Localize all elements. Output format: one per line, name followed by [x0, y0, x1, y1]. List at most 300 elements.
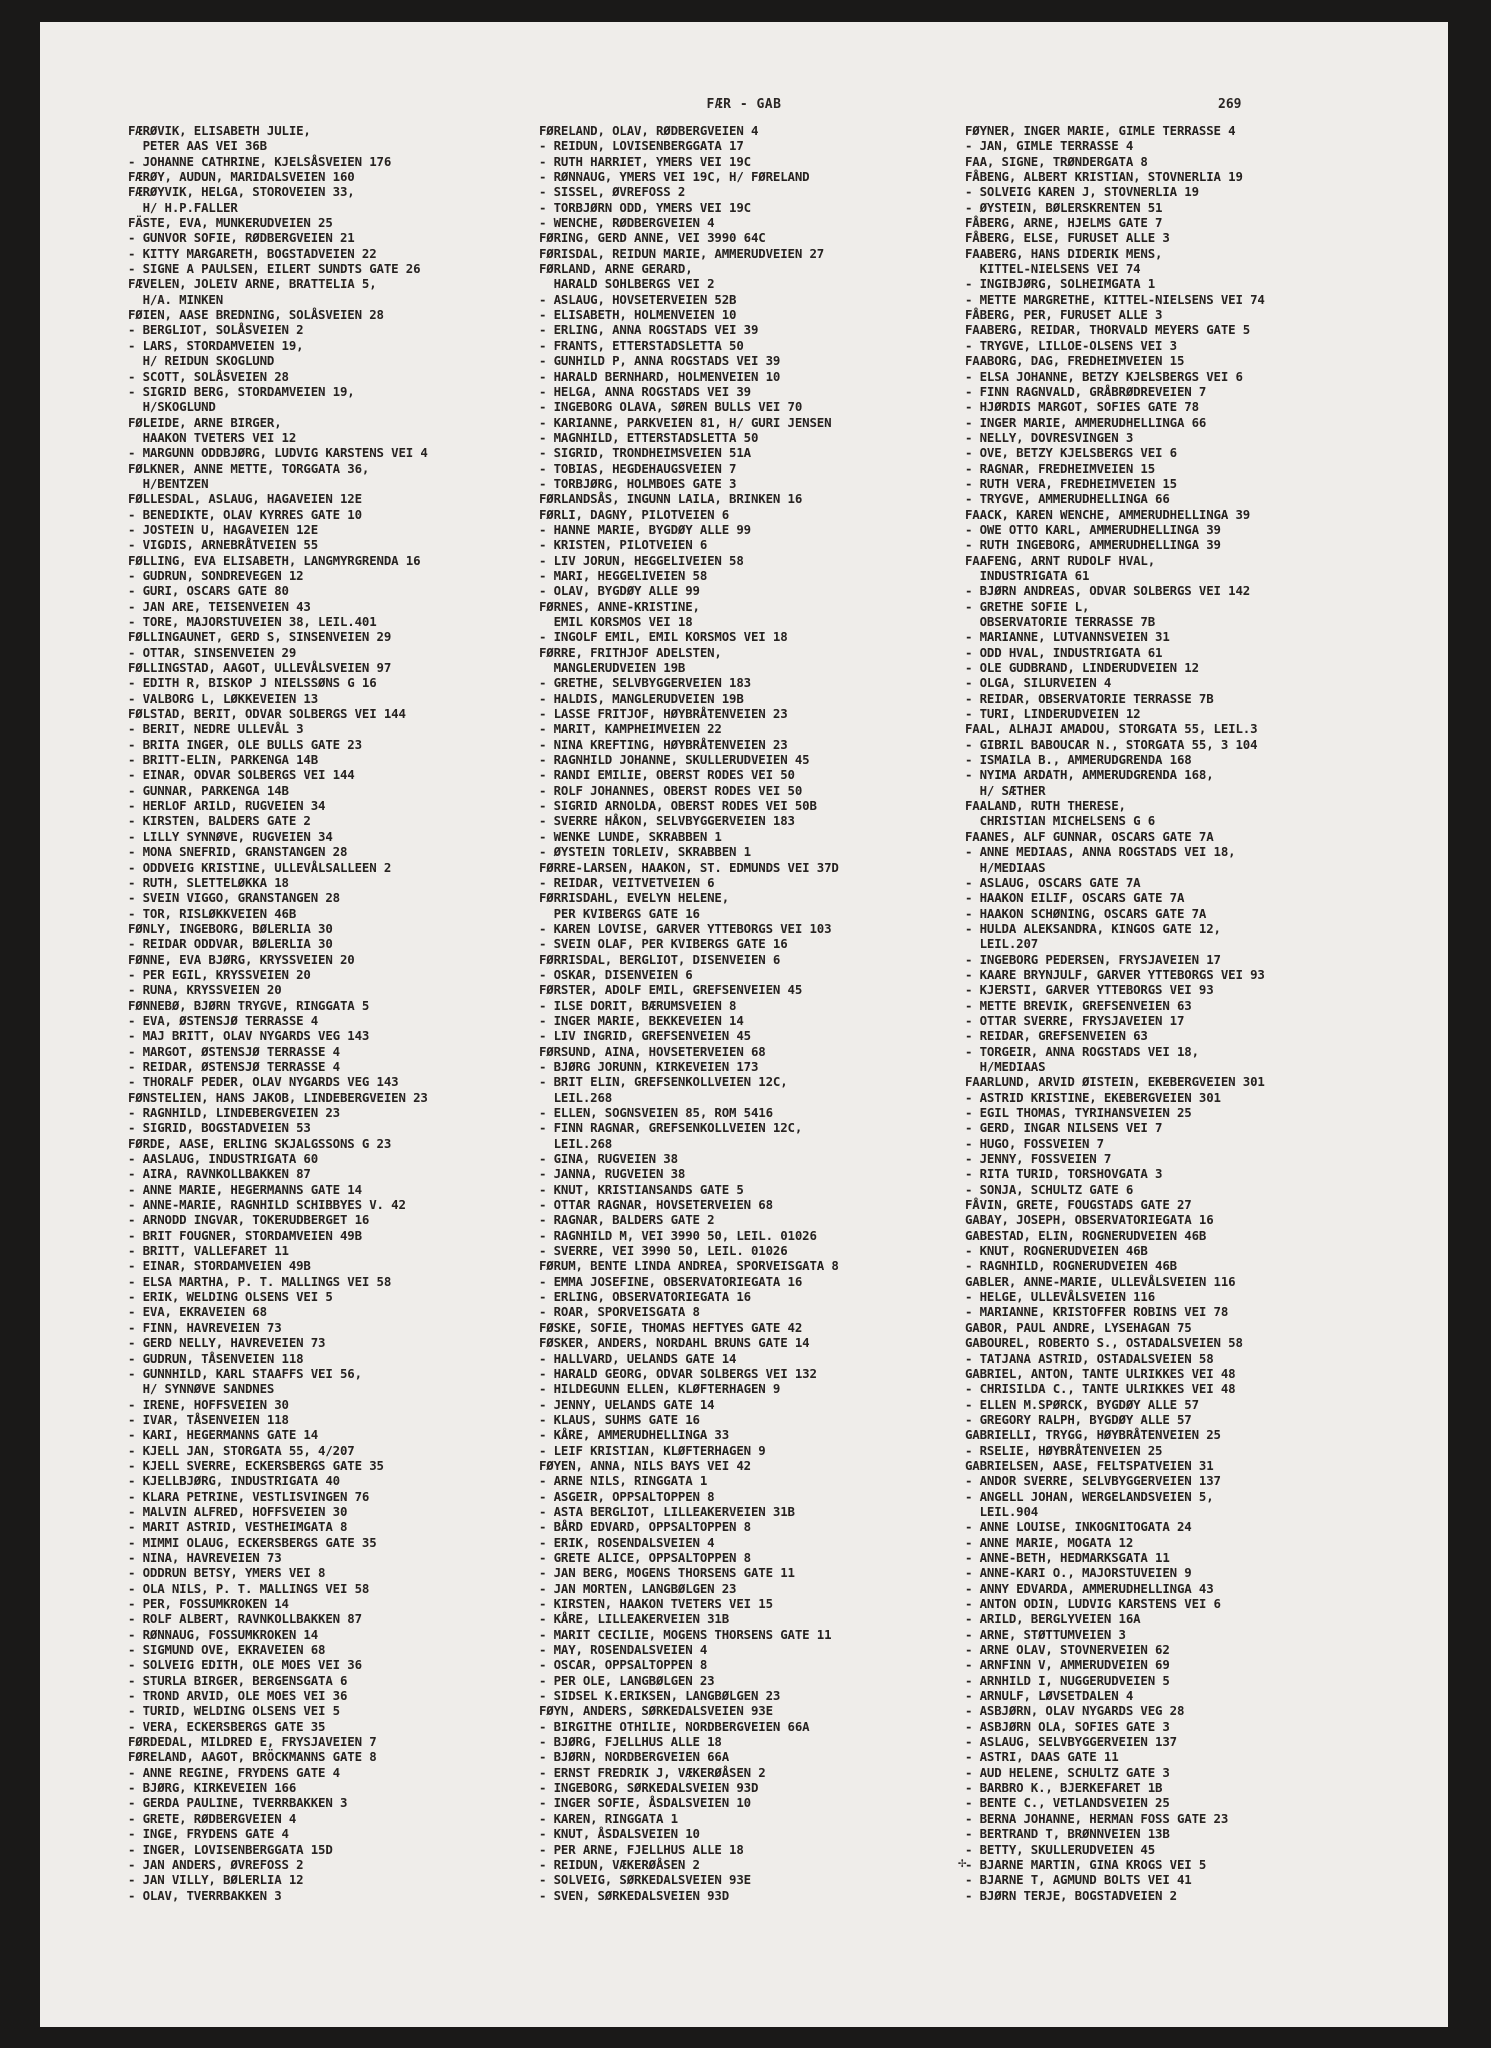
directory-entry-line: - HALLVARD, UELANDS GATE 14 [539, 1350, 737, 1366]
directory-entry-line: - FINN RAGNAR, GREFSENKOLLVEIEN 12C, [539, 1120, 803, 1136]
directory-entry-line: - INGER SOFIE, ÅSDALSVEIEN 10 [539, 1795, 751, 1811]
directory-entry-line: - GURI, OSCARS GATE 80 [128, 583, 289, 599]
directory-entry-line: - MARGUNN ODDBJØRG, LUDVIG KARSTENS VEI 4 [128, 445, 428, 461]
directory-entry-line: - GUNNHILD, KARL STAAFFS VEI 56, [128, 1365, 362, 1381]
directory-entry-line: - OSKAR, DISENVEIEN 6 [539, 966, 693, 982]
directory-entry-line: FÅVIN, GRETE, FOUGSTADS GATE 27 [965, 1197, 1192, 1213]
directory-column-1 [128, 123, 528, 1903]
directory-entry-line: - ELSA MARTHA, P. T. MALLINGS VEI 58 [128, 1273, 392, 1289]
directory-entry-line: - OVE, BETZY KJELSBERGS VEI 6 [965, 445, 1177, 461]
directory-entry-line: - MARIT, KAMPHEIMVEIEN 22 [539, 721, 722, 737]
directory-entry-line: - BETTY, SKULLERUDVEIEN 45 [965, 1841, 1156, 1857]
directory-entry-line: FAABERG, REIDAR, THORVALD MEYERS GATE 5 [965, 322, 1251, 338]
directory-entry-line: - INGEBORG PEDERSEN, FRYSJAVEIEN 17 [965, 951, 1221, 967]
directory-entry-line: - MIMMI OLAUG, ECKERSBERGS GATE 35 [128, 1534, 377, 1550]
directory-entry-line: - KAARE BRYNJULF, GARVER YTTEBORGS VEI 93 [965, 966, 1265, 982]
directory-entry-line: - KLARA PETRINE, VESTLISVINGEN 76 [128, 1488, 370, 1504]
directory-entry-line: - WENKE LUNDE, SKRABBEN 1 [539, 828, 722, 844]
directory-entry-line: - HUGO, FOSSVEIEN 7 [965, 1135, 1104, 1151]
directory-entry-line: - ØYSTEIN TORLEIV, SKRABBEN 1 [539, 844, 751, 860]
directory-entry-line: FØRDEDAL, MILDRED E, FRYSJAVEIEN 7 [128, 1734, 377, 1750]
directory-entry-line: - GREGORY RALPH, BYGDØY ALLE 57 [965, 1411, 1192, 1427]
directory-entry-line: FAALAND, RUTH THERESE, [965, 798, 1126, 814]
directory-entry-line: FØSKE, SOFIE, THOMAS HEFTYES GATE 42 [539, 1319, 803, 1335]
directory-entry-line: - TORBJØRG, HOLMBOES GATE 3 [539, 475, 737, 491]
directory-entry-line: - CHRISILDA C., TANTE ULRIKKES VEI 48 [965, 1381, 1236, 1397]
directory-entry-line: FAAFENG, ARNT RUDOLF HVAL, [965, 552, 1156, 568]
directory-entry-line: FAAL, ALHAJI AMADOU, STORGATA 55, LEIL.3 [965, 721, 1258, 737]
directory-entry-line: FØRELAND, OLAV, RØDBERGVEIEN 4 [539, 123, 759, 138]
directory-entry-line: - INGE, FRYDENS GATE 4 [128, 1826, 289, 1842]
directory-entry-line: - ARNFINN V, AMMERUDVEIEN 69 [965, 1657, 1170, 1673]
directory-entry-line: - EGIL THOMAS, TYRIHANSVEIEN 25 [965, 1105, 1192, 1120]
directory-entry-line: - SCOTT, SOLÅSVEIEN 28 [128, 368, 289, 384]
directory-entry-line: - REIDAR ODDVAR, BØLERLIA 30 [128, 936, 333, 952]
directory-entry-line: - WENCHE, RØDBERGVEIEN 4 [539, 215, 715, 231]
directory-entry-line: - INGER MARIE, AMMERUDHELLINGA 66 [965, 414, 1207, 430]
directory-entry-line: - GERDA PAULINE, TVERRBAKKEN 3 [128, 1795, 348, 1811]
directory-entry-line: - ROLF ALBERT, RAVNKOLLBAKKEN 87 [128, 1611, 362, 1627]
directory-entry-line: H/ REIDUN SKOGLUND [128, 353, 275, 369]
directory-entry-line: - ARNULF, LØVSETDALEN 4 [965, 1688, 1134, 1704]
directory-entry-line: - KIRSTEN, HAAKON TVETERS VEI 15 [539, 1596, 773, 1611]
directory-entry-line: - ANNE MEDIAAS, ANNA ROGSTADS VEI 18, [965, 844, 1236, 860]
directory-entry-line: - HAAKON EILIF, OSCARS GATE 7A [965, 890, 1185, 906]
directory-entry-line: - TRYGVE, AMMERUDHELLINGA 66 [965, 491, 1170, 507]
directory-entry-line: - HARALD GEORG, ODVAR SOLBERGS VEI 132 [539, 1365, 817, 1381]
directory-entry-line: FÄSTE, EVA, MUNKERUDVEIEN 25 [128, 215, 333, 231]
directory-entry-line: - RSELIE, HØYBRÅTENVEIEN 25 [965, 1442, 1163, 1458]
directory-entry-line: FØRLAND, ARNE GERARD, [539, 261, 693, 277]
directory-entry-line: FÆRØY, AUDUN, MARIDALSVEIEN 160 [128, 169, 355, 185]
directory-entry-line: - ANNE LOUISE, INKOGNITOGATA 24 [965, 1519, 1192, 1535]
directory-entry-line: - TATJANA ASTRID, OSTADALSVEIEN 58 [965, 1350, 1214, 1366]
directory-entry-line: - RUTH, SLETTELØKKA 18 [128, 874, 289, 890]
directory-entry-line: - ROLF JOHANNES, OBERST RODES VEI 50 [539, 782, 803, 798]
directory-entry-line: FØYEN, ANNA, NILS BAYS VEI 42 [539, 1457, 751, 1473]
directory-entry-line: - HANNE MARIE, BYGDØY ALLE 99 [539, 521, 751, 537]
directory-entry-line: FØNNE, EVA BJØRG, KRYSSVEIEN 20 [128, 951, 355, 967]
directory-entry-line: - TURI, LINDERUDVEIEN 12 [965, 706, 1141, 722]
directory-entry-line: - FINN, HAVREVEIEN 73 [128, 1319, 282, 1335]
directory-entry-line: - SOLVEIG KAREN J, STOVNERLIA 19 [965, 184, 1199, 200]
directory-entry-line: - BERNA JOHANNE, HERMAN FOSS GATE 23 [965, 1810, 1229, 1826]
directory-entry-line: - RAGNHILD JOHANNE, SKULLERUDVEIEN 45 [539, 752, 810, 768]
directory-entry-line: FAABERG, HANS DIDERIK MENS, [965, 245, 1163, 261]
directory-entry-line: FØRRE-LARSEN, HAAKON, ST. EDMUNDS VEI 37D [539, 859, 839, 875]
directory-entry-line: PER KVIBERGS GATE 16 [539, 905, 700, 921]
directory-entry-line: LEIL.904 [965, 1503, 1039, 1519]
directory-entry-line: - REIDUN, VÆKERØÅSEN 2 [539, 1856, 700, 1872]
directory-entry-line: - KÅRE, AMMERUDHELLINGA 33 [539, 1427, 730, 1443]
directory-entry-line: - JAN MORTEN, LANGBØLGEN 23 [539, 1580, 737, 1596]
directory-entry-line: - KNUT, ROGNERUDVEIEN 46B [965, 1243, 1148, 1259]
directory-entry-line: FÆRØVIK, ELISABETH JULIE, [128, 123, 311, 138]
directory-entry-line: - BJØRG, FJELLHUS ALLE 18 [539, 1734, 722, 1750]
directory-entry-line: - MARGOT, ØSTENSJØ TERRASSE 4 [128, 1043, 340, 1059]
directory-entry-line: - SIGRID, BOGSTADVEIEN 53 [128, 1120, 311, 1136]
directory-entry-line: - LILLY SYNNØVE, RUGVEIEN 34 [128, 828, 333, 844]
directory-page [40, 22, 1448, 2027]
directory-entry-line: - RUTH HARRIET, YMERS VEI 19C [539, 153, 751, 169]
directory-entry-line: H/MEDIAAS [965, 859, 1046, 875]
directory-entry-line: - GIBRIL BABOUCAR N., STORGATA 55, 3 104 [965, 736, 1258, 752]
directory-entry-line: - VERA, ECKERSBERGS GATE 35 [128, 1718, 326, 1734]
directory-entry-line: - ERIK, WELDING OLSENS VEI 5 [128, 1289, 333, 1305]
directory-entry-line: LEIL.268 [539, 1089, 613, 1105]
directory-entry-line: - SIGRID, TRONDHEIMSVEIEN 51A [539, 445, 751, 461]
directory-entry-line: - EVA, EKRAVEIEN 68 [128, 1304, 267, 1320]
directory-entry-line: - PER, FOSSUMKROKEN 14 [128, 1596, 289, 1611]
directory-entry-line: - BENEDIKTE, OLAV KYRRES GATE 10 [128, 506, 362, 522]
directory-entry-line: GABOUREL, ROBERTO S., OSTADALSVEIEN 58 [965, 1335, 1243, 1351]
directory-entry-line: - SVERRE HÅKON, SELVBYGGERVEIEN 183 [539, 813, 795, 829]
directory-entry-line: - ERNST FREDRIK J, VÆKERØÅSEN 2 [539, 1764, 766, 1780]
directory-entry-line: - ROAR, SPORVEISGATA 8 [539, 1304, 700, 1320]
directory-entry-line: FØYN, ANDERS, SØRKEDALSVEIEN 93E [539, 1703, 773, 1719]
directory-entry-line: FØRRE, FRITHJOF ADELSTEN, [539, 644, 722, 660]
directory-entry-line: - NINA KREFTING, HØYBRÅTENVEIEN 23 [539, 736, 788, 752]
directory-entry-line: - ANNY EDVARDA, AMMERUDHELLINGA 43 [965, 1580, 1214, 1596]
directory-entry-line: - GUNNAR, PARKENGA 14B [128, 782, 289, 798]
directory-entry-line: - MAGNHILD, ETTERSTADSLETTA 50 [539, 429, 759, 445]
directory-entry-line: GABRIELLI, TRYGG, HØYBRÅTENVEIEN 25 [965, 1427, 1221, 1443]
directory-entry-line: - TORE, MAJORSTUVEIEN 38, LEIL.401 [128, 614, 377, 629]
directory-entry-line: - SOLVEIG EDITH, OLE MOES VEI 36 [128, 1657, 362, 1673]
directory-entry-line: - THORALF PEDER, OLAV NYGARDS VEG 143 [128, 1074, 399, 1090]
directory-entry-line: - PER ARNE, FJELLHUS ALLE 18 [539, 1841, 744, 1857]
directory-entry-line: - HILDEGUNN ELLEN, KLØFTERHAGEN 9 [539, 1381, 781, 1397]
directory-entry-line: - JOSTEIN U, HAGAVEIEN 12E [128, 521, 319, 537]
directory-entry-line: - NELLY, DOVRESVINGEN 3 [965, 429, 1134, 445]
directory-entry-line: - HAAKON SCHØNING, OSCARS GATE 7A [965, 905, 1207, 921]
directory-entry-line: - JAN ARE, TEISENVEIEN 43 [128, 598, 311, 614]
directory-entry-line: - RUTH VERA, FREDHEIMVEIEN 15 [965, 475, 1177, 491]
directory-entry-line: FØLEIDE, ARNE BIRGER, [128, 414, 282, 430]
directory-entry-line: - VALBORG L, LØKKEVEIEN 13 [128, 690, 319, 706]
directory-entry-line: - OLA NILS, P. T. MALLINGS VEI 58 [128, 1580, 370, 1596]
directory-entry-line: - SIGRID ARNOLDA, OBERST RODES VEI 50B [539, 798, 817, 814]
directory-entry-line: FÅBERG, ELSE, FURUSET ALLE 3 [965, 230, 1170, 246]
directory-entry-line: - ASTRI, DAAS GATE 11 [965, 1749, 1119, 1765]
directory-entry-line: - PER EGIL, KRYSSVEIEN 20 [128, 966, 311, 982]
directory-entry-line: - RAGNAR, FREDHEIMVEIEN 15 [965, 460, 1156, 476]
directory-entry-line: - HALDIS, MANGLERUDVEIEN 19B [539, 690, 744, 706]
directory-entry-line: GABESTAD, ELIN, ROGNERUDVEIEN 46B [965, 1227, 1207, 1243]
directory-entry-line: - JAN BERG, MOGENS THORSENS GATE 11 [539, 1565, 795, 1581]
directory-entry-line: - SISSEL, ØVREFOSS 2 [539, 184, 686, 200]
directory-entry-line: - LARS, STORDAMVEIEN 19, [128, 337, 304, 353]
directory-entry-line: FØRRISDAHL, EVELYN HELENE, [539, 890, 730, 906]
directory-entry-line: FØRELAND, AAGOT, BRÖCKMANNS GATE 8 [128, 1749, 377, 1765]
directory-entry-line: FÅBERG, ARNE, HJELMS GATE 7 [965, 215, 1163, 231]
directory-entry-line: - TROND ARVID, OLE MOES VEI 36 [128, 1688, 348, 1704]
directory-entry-line: - STURLA BIRGER, BERGENSGATA 6 [128, 1672, 348, 1688]
directory-entry-line: - GERD NELLY, HAVREVEIEN 73 [128, 1335, 326, 1351]
directory-entry-line: - BJØRN ANDREAS, ODVAR SOLBERGS VEI 142 [965, 583, 1251, 599]
directory-entry-line: LEIL.207 [965, 936, 1039, 952]
directory-entry-line: GABLER, ANNE-MARIE, ULLEVÅLSVEIEN 116 [965, 1273, 1236, 1289]
directory-entry-line: - ELSA JOHANNE, BETZY KJELSBERGS VEI 6 [965, 368, 1243, 384]
directory-entry-line: - ANNE MARIE, MOGATA 12 [965, 1534, 1134, 1550]
directory-entry-line: - ANNE-MARIE, RAGNHILD SCHIBBYES V. 42 [128, 1197, 406, 1213]
directory-entry-line: - BJARNE T, AGMUND BOLTS VEI 41 [965, 1872, 1192, 1888]
directory-entry-line: FØLLING, EVA ELISABETH, LANGMYRGRENDA 16 [128, 552, 421, 568]
directory-entry-line: - RUTH INGEBORG, AMMERUDHELLINGA 39 [965, 537, 1221, 553]
directory-entry-line: - OTTAR, SINSENVEIEN 29 [128, 644, 297, 660]
directory-entry-line: - REIDUN, LOVISENBERGGATA 17 [539, 138, 744, 154]
directory-entry-line: - ARILD, BERGLYVEIEN 16A [965, 1611, 1141, 1627]
directory-entry-line: - RANDI EMILIE, OBERST RODES VEI 50 [539, 767, 795, 783]
directory-entry-line: FØRISDAL, REIDUN MARIE, AMMERUDVEIEN 27 [539, 245, 825, 261]
directory-entry-line: - MAJ BRITT, OLAV NYGARDS VEG 143 [128, 1028, 370, 1044]
directory-entry-line: FÅBERG, PER, FURUSET ALLE 3 [965, 307, 1163, 323]
directory-entry-line: - JAN ANDERS, ØVREFOSS 2 [128, 1856, 304, 1872]
directory-entry-line: FAACK, KAREN WENCHE, AMMERUDHELLINGA 39 [965, 506, 1251, 522]
directory-entry-line: - RUNA, KRYSSVEIEN 20 [128, 982, 282, 998]
directory-entry-line: - TURID, WELDING OLSENS VEI 5 [128, 1703, 340, 1719]
directory-entry-line: - KNUT, KRISTIANSANDS GATE 5 [539, 1181, 744, 1197]
directory-entry-line: - KAREN, RINGGATA 1 [539, 1810, 678, 1826]
directory-entry-line: - OLAV, BYGDØY ALLE 99 [539, 583, 700, 599]
directory-entry-line: FØRUM, BENTE LINDA ANDREA, SPORVEISGATA 8 [539, 1258, 839, 1274]
directory-entry-line: - BERGLIOT, SOLÅSVEIEN 2 [128, 322, 304, 338]
directory-entry-line: - ASTA BERGLIOT, LILLEAKERVEIEN 31B [539, 1503, 795, 1519]
directory-entry-line: - EINAR, STORDAMVEIEN 49B [128, 1258, 311, 1274]
directory-entry-line: - ODDVEIG KRISTINE, ULLEVÅLSALLEEN 2 [128, 859, 392, 875]
directory-entry-line: HARALD SOHLBERGS VEI 2 [539, 276, 715, 292]
directory-entry-line: - GINA, RUGVEIEN 38 [539, 1151, 678, 1167]
directory-entry-line: - OTTAR SVERRE, FRYSJAVEIEN 17 [965, 1012, 1185, 1028]
directory-entry-line: H/ H.P.FALLER [128, 199, 238, 215]
directory-entry-line: FAARLUND, ARVID ØISTEIN, EKEBERGVEIEN 301 [965, 1074, 1265, 1090]
directory-entry-line: - BJØRN, NORDBERGVEIEN 66A [539, 1749, 730, 1765]
directory-entry-line: HAAKON TVETERS VEI 12 [128, 429, 297, 445]
directory-entry-line: H/MEDIAAS [965, 1058, 1046, 1074]
directory-entry-line: GABRIEL, ANTON, TANTE ULRIKKES VEI 48 [965, 1365, 1236, 1381]
directory-entry-line: - TRYGVE, LILLOE-OLSENS VEI 3 [965, 337, 1177, 353]
directory-entry-line: - KJELL SVERRE, ECKERSBERGS GATE 35 [128, 1457, 384, 1473]
directory-entry-line: - ISMAILA B., AMMERUDGRENDA 168 [965, 752, 1192, 768]
directory-entry-line: - GERD, INGAR NILSENS VEI 7 [965, 1120, 1163, 1136]
directory-entry-line: - KITTY MARGARETH, BOGSTADVEIEN 22 [128, 245, 377, 261]
directory-entry-line: FØRNES, ANNE-KRISTINE, [539, 598, 700, 614]
directory-entry-line: - ASTRID KRISTINE, EKEBERGVEIEN 301 [965, 1089, 1221, 1105]
directory-entry-line: - BERIT, NEDRE ULLEVÅL 3 [128, 721, 304, 737]
directory-entry-line: - MALVIN ALFRED, HOFFSVEIEN 30 [128, 1503, 348, 1519]
directory-entry-line: - HJØRDIS MARGOT, SOFIES GATE 78 [965, 399, 1199, 415]
directory-entry-line: H/ SYNNØVE SANDNES [128, 1381, 275, 1397]
directory-entry-line: - REIDAR, GREFSENVEIEN 63 [965, 1028, 1148, 1044]
directory-entry-line: - ANGELL JOHAN, WERGELANDSVEIEN 5, [965, 1488, 1214, 1504]
directory-entry-line: - REIDAR, OBSERVATORIE TERRASSE 7B [965, 690, 1214, 706]
directory-entry-line: FØRDE, AASE, ERLING SKJALGSSONS G 23 [128, 1135, 392, 1151]
directory-entry-line: - RAGNHILD M, VEI 3990 50, LEIL. 01026 [539, 1227, 817, 1243]
directory-entry-line: - BJØRG, KIRKEVEIEN 166 [128, 1780, 297, 1796]
directory-entry-line: - AUD HELENE, SCHULTZ GATE 3 [965, 1764, 1170, 1780]
directory-entry-line: MANGLERUDVEIEN 19B [539, 660, 686, 676]
ink-mark: ✢ [958, 1855, 967, 1871]
directory-entry-line: - ANDOR SVERRE, SELVBYGGERVEIEN 137 [965, 1473, 1221, 1489]
directory-entry-line: - HULDA ALEKSANDRA, KINGOS GATE 12, [965, 920, 1221, 936]
directory-entry-line: FØLLESDAL, ASLAUG, HAGAVEIEN 12E [128, 491, 362, 507]
directory-entry-line: - ANNE REGINE, FRYDENS GATE 4 [128, 1764, 340, 1780]
directory-entry-line: - TOR, RISLØKKVEIEN 46B [128, 905, 297, 921]
directory-entry-line: CHRISTIAN MICHELSENS G 6 [965, 813, 1156, 829]
directory-column-2 [539, 123, 939, 1903]
directory-entry-line: - RØNNAUG, FOSSUMKROKEN 14 [128, 1626, 319, 1642]
directory-entry-line: - ERIK, ROSENDALSVEIEN 4 [539, 1534, 715, 1550]
directory-entry-line: - JANNA, RUGVEIEN 38 [539, 1166, 686, 1182]
directory-entry-line: - OLGA, SILURVEIEN 4 [965, 675, 1112, 691]
directory-entry-line: - RAGNHILD, LINDEBERGVEIEN 23 [128, 1105, 340, 1120]
directory-entry-line: - LEIF KRISTIAN, KLØFTERHAGEN 9 [539, 1442, 766, 1458]
directory-entry-line: - OLAV, TVERRBAKKEN 3 [128, 1887, 282, 1903]
directory-entry-line: FØLLINGAUNET, GERD S, SINSENVEIEN 29 [128, 629, 392, 645]
directory-entry-line: - ASBJØRN, OLAV NYGARDS VEG 28 [965, 1703, 1185, 1719]
directory-entry-line: FØRING, GERD ANNE, VEI 3990 64C [539, 230, 766, 246]
directory-entry-line: - TOBIAS, HEGDEHAUGSVEIEN 7 [539, 460, 737, 476]
directory-entry-line: FØYNER, INGER MARIE, GIMLE TERRASSE 4 [965, 123, 1236, 138]
directory-entry-line: - FRANTS, ETTERSTADSLETTA 50 [539, 337, 744, 353]
directory-entry-line: FØRLANDSÅS, INGUNN LAILA, BRINKEN 16 [539, 491, 803, 507]
directory-entry-line: - ODDRUN BETSY, YMERS VEI 8 [128, 1565, 326, 1581]
directory-entry-line: - INGEBORG OLAVA, SØREN BULLS VEI 70 [539, 399, 803, 415]
directory-entry-line: - REIDAR, ØSTENSJØ TERRASSE 4 [128, 1058, 340, 1074]
directory-entry-line: - IRENE, HOFFSVEIEN 30 [128, 1396, 289, 1412]
directory-entry-line: - OTTAR RAGNAR, HOVSETERVEIEN 68 [539, 1197, 773, 1213]
directory-entry-line: - TORBJØRN ODD, YMERS VEI 19C [539, 199, 751, 215]
directory-entry-line: - ARNE OLAV, STOVNERVEIEN 62 [965, 1642, 1170, 1658]
directory-entry-line: - LIV JORUN, HEGGELIVEIEN 58 [539, 552, 744, 568]
directory-entry-line: - KRISTEN, PILOTVEIEN 6 [539, 537, 708, 553]
directory-entry-line: - BRIT FOUGNER, STORDAMVEIEN 49B [128, 1227, 362, 1243]
directory-entry-line: - VIGDIS, ARNEBRÅTVEIEN 55 [128, 537, 319, 553]
running-head: FÆR - GAB [706, 97, 782, 112]
directory-entry-line: - MARIT CECILIE, MOGENS THORSENS GATE 11 [539, 1626, 832, 1642]
directory-entry-line: - ELLEN M.SPØRCK, BYGDØY ALLE 57 [965, 1396, 1199, 1412]
directory-entry-line: LEIL.268 [539, 1135, 613, 1151]
directory-entry-line: - BERTRAND T, BRØNNVEIEN 13B [965, 1826, 1170, 1842]
directory-entry-line: - ASBJØRN OLA, SOFIES GATE 3 [965, 1718, 1170, 1734]
directory-entry-line: - OSCAR, OPPSALTOPPEN 8 [539, 1657, 708, 1673]
directory-entry-line: FÆRØYVIK, HELGA, STOROVEIEN 33, [128, 184, 355, 200]
directory-entry-line: - PER OLE, LANGBØLGEN 23 [539, 1672, 715, 1688]
directory-entry-line: - JAN, GIMLE TERRASSE 4 [965, 138, 1134, 154]
directory-entry-line: H/A. MINKEN [128, 291, 224, 307]
directory-entry-line: - GRETHE, SELVBYGGERVEIEN 183 [539, 675, 751, 691]
directory-column-3 [965, 123, 1365, 1903]
directory-entry-line: INDUSTRIGATA 61 [965, 567, 1090, 583]
directory-entry-line: - BJØRN TERJE, BOGSTADVEIEN 2 [965, 1887, 1177, 1903]
directory-entry-line: - TORGEIR, ANNA ROGSTADS VEI 18, [965, 1043, 1199, 1059]
directory-entry-line: GABRIELSEN, AASE, FELTSPATVEIEN 31 [965, 1457, 1214, 1473]
directory-entry-line: - METTE MARGRETHE, KITTEL-NIELSENS VEI 74 [965, 291, 1265, 307]
directory-entry-line: - GUNVOR SOFIE, RØDBERGVEIEN 21 [128, 230, 355, 246]
directory-entry-line: - RAGNHILD, ROGNERUDVEIEN 46B [965, 1258, 1177, 1274]
directory-entry-line: FÅBENG, ALBERT KRISTIAN, STOVNERLIA 19 [965, 169, 1243, 185]
directory-entry-line: - GUDRUN, TÅSENVEIEN 118 [128, 1350, 304, 1366]
directory-entry-line: - SONJA, SCHULTZ GATE 6 [965, 1181, 1134, 1197]
directory-entry-line: - HARALD BERNHARD, HOLMENVEIEN 10 [539, 368, 781, 384]
directory-entry-line: - BIRGITHE OTHILIE, NORDBERGVEIEN 66A [539, 1718, 810, 1734]
directory-entry-line: - GUDRUN, SONDREVEGEN 12 [128, 567, 304, 583]
directory-entry-line: - HELGE, ULLEVÅLSVEIEN 116 [965, 1289, 1156, 1305]
directory-entry-line: - AIRA, RAVNKOLLBAKKEN 87 [128, 1166, 311, 1182]
directory-entry-line: - ØYSTEIN, BØLERSKRENTEN 51 [965, 199, 1163, 215]
directory-entry-line: - KJELL JAN, STORGATA 55, 4/207 [128, 1442, 355, 1458]
directory-entry-line: - ANTON ODIN, LUDVIG KARSTENS VEI 6 [965, 1596, 1221, 1611]
directory-entry-line: - LIV INGRID, GREFSENVEIEN 45 [539, 1028, 751, 1044]
directory-entry-line: FØRLI, DAGNY, PILOTVEIEN 6 [539, 506, 730, 522]
directory-entry-line: - RØNNAUG, YMERS VEI 19C, H/ FØRELAND [539, 169, 810, 185]
directory-entry-line: - BRITT-ELIN, PARKENGA 14B [128, 752, 319, 768]
directory-entry-line: - KJERSTI, GARVER YTTEBORGS VEI 93 [965, 982, 1214, 998]
directory-entry-line: FAABORG, DAG, FREDHEIMVEIEN 15 [965, 353, 1185, 369]
directory-entry-line: - HELGA, ANNA ROGSTADS VEI 39 [539, 383, 751, 399]
directory-entry-line: GABOR, PAUL ANDRE, LYSEHAGAN 75 [965, 1319, 1192, 1335]
directory-entry-line: - ASLAUG, OSCARS GATE 7A [965, 874, 1141, 890]
directory-entry-line: - NINA, HAVREVEIEN 73 [128, 1549, 282, 1565]
directory-entry-line: - SVEN, SØRKEDALSVEIEN 93D [539, 1887, 730, 1903]
directory-entry-line: - KNUT, ÅSDALSVEIEN 10 [539, 1826, 700, 1842]
directory-entry-line: - ARNODD INGVAR, TOKERUDBERGET 16 [128, 1212, 370, 1228]
directory-entry-line: H/SKOGLUND [128, 399, 216, 415]
directory-entry-line: - IVAR, TÅSENVEIEN 118 [128, 1411, 289, 1427]
directory-entry-line: - REIDAR, VEITVETVEIEN 6 [539, 874, 715, 890]
directory-entry-line: - EVA, ØSTENSJØ TERRASSE 4 [128, 1012, 319, 1028]
directory-entry-line: - JENNY, FOSSVEIEN 7 [965, 1151, 1112, 1167]
directory-entry-line: FAANES, ALF GUNNAR, OSCARS GATE 7A [965, 828, 1214, 844]
directory-entry-line: - EINAR, ODVAR SOLBERGS VEI 144 [128, 767, 355, 783]
directory-entry-line: - NYIMA ARDATH, AMMERUDGRENDA 168, [965, 767, 1214, 783]
directory-entry-line: OBSERVATORIE TERRASSE 7B [965, 614, 1156, 629]
directory-entry-line: - JENNY, UELANDS GATE 14 [539, 1396, 715, 1412]
directory-entry-line: - EDITH R, BISKOP J NIELSSØNS G 16 [128, 675, 377, 691]
directory-entry-line: - MARIANNE, KRISTOFFER ROBINS VEI 78 [965, 1304, 1229, 1320]
directory-entry-line: - INGIBJØRG, SOLHEIMGATA 1 [965, 276, 1156, 292]
directory-entry-line: - OLE GUDBRAND, LINDERUDVEIEN 12 [965, 660, 1199, 676]
directory-entry-line: - FINN RAGNVALD, GRÅBRØDREVEIEN 7 [965, 383, 1207, 399]
directory-entry-line: - ANNE MARIE, HEGERMANNS GATE 14 [128, 1181, 362, 1197]
directory-entry-line: - LASSE FRITJOF, HØYBRÅTENVEIEN 23 [539, 706, 788, 722]
directory-entry-line: FØRRISDAL, BERGLIOT, DISENVEIEN 6 [539, 951, 781, 967]
directory-entry-line: - BJARNE MARTIN, GINA KROGS VEI 5 [965, 1856, 1207, 1872]
directory-entry-line: - ASGEIR, OPPSALTOPPEN 8 [539, 1488, 715, 1504]
directory-entry-line: - ERLING, ANNA ROGSTADS VEI 39 [539, 322, 759, 338]
directory-entry-line: - KLAUS, SUHMS GATE 16 [539, 1411, 700, 1427]
directory-entry-line: - JAN VILLY, BØLERLIA 12 [128, 1872, 304, 1888]
directory-entry-line: - AASLAUG, INDUSTRIGATA 60 [128, 1151, 319, 1167]
directory-entry-line: FAA, SIGNE, TRØNDERGATA 8 [965, 153, 1148, 169]
directory-entry-line: - SOLVEIG, SØRKEDALSVEIEN 93E [539, 1872, 751, 1888]
directory-entry-line: - METTE BREVIK, GREFSENVEIEN 63 [965, 997, 1192, 1013]
directory-entry-line: - KJELLBJØRG, INDUSTRIGATA 40 [128, 1473, 340, 1489]
directory-entry-line: - INGOLF EMIL, EMIL KORSMOS VEI 18 [539, 629, 788, 645]
directory-entry-line: FØSKER, ANDERS, NORDAHL BRUNS GATE 14 [539, 1335, 810, 1351]
directory-entry-line: - RITA TURID, TORSHOVGATA 3 [965, 1166, 1163, 1182]
directory-entry-line: - MONA SNEFRID, GRANSTANGEN 28 [128, 844, 348, 860]
directory-entry-line: - KARIANNE, PARKVEIEN 81, H/ GURI JENSEN [539, 414, 832, 430]
directory-entry-line: - OWE OTTO KARL, AMMERUDHELLINGA 39 [965, 521, 1221, 537]
directory-entry-line: FØRSTER, ADOLF EMIL, GREFSENVEIEN 45 [539, 982, 803, 998]
directory-entry-line: - GRETE ALICE, OPPSALTOPPEN 8 [539, 1549, 751, 1565]
directory-entry-line: - GUNHILD P, ANNA ROGSTADS VEI 39 [539, 353, 781, 369]
directory-entry-line: - ARNE NILS, RINGGATA 1 [539, 1473, 708, 1489]
directory-entry-line: - SIDSEL K.ERIKSEN, LANGBØLGEN 23 [539, 1688, 781, 1704]
directory-entry-line: - ERLING, OBSERVATORIEGATA 16 [539, 1289, 751, 1305]
directory-entry-line: - KARI, HEGERMANNS GATE 14 [128, 1427, 319, 1443]
